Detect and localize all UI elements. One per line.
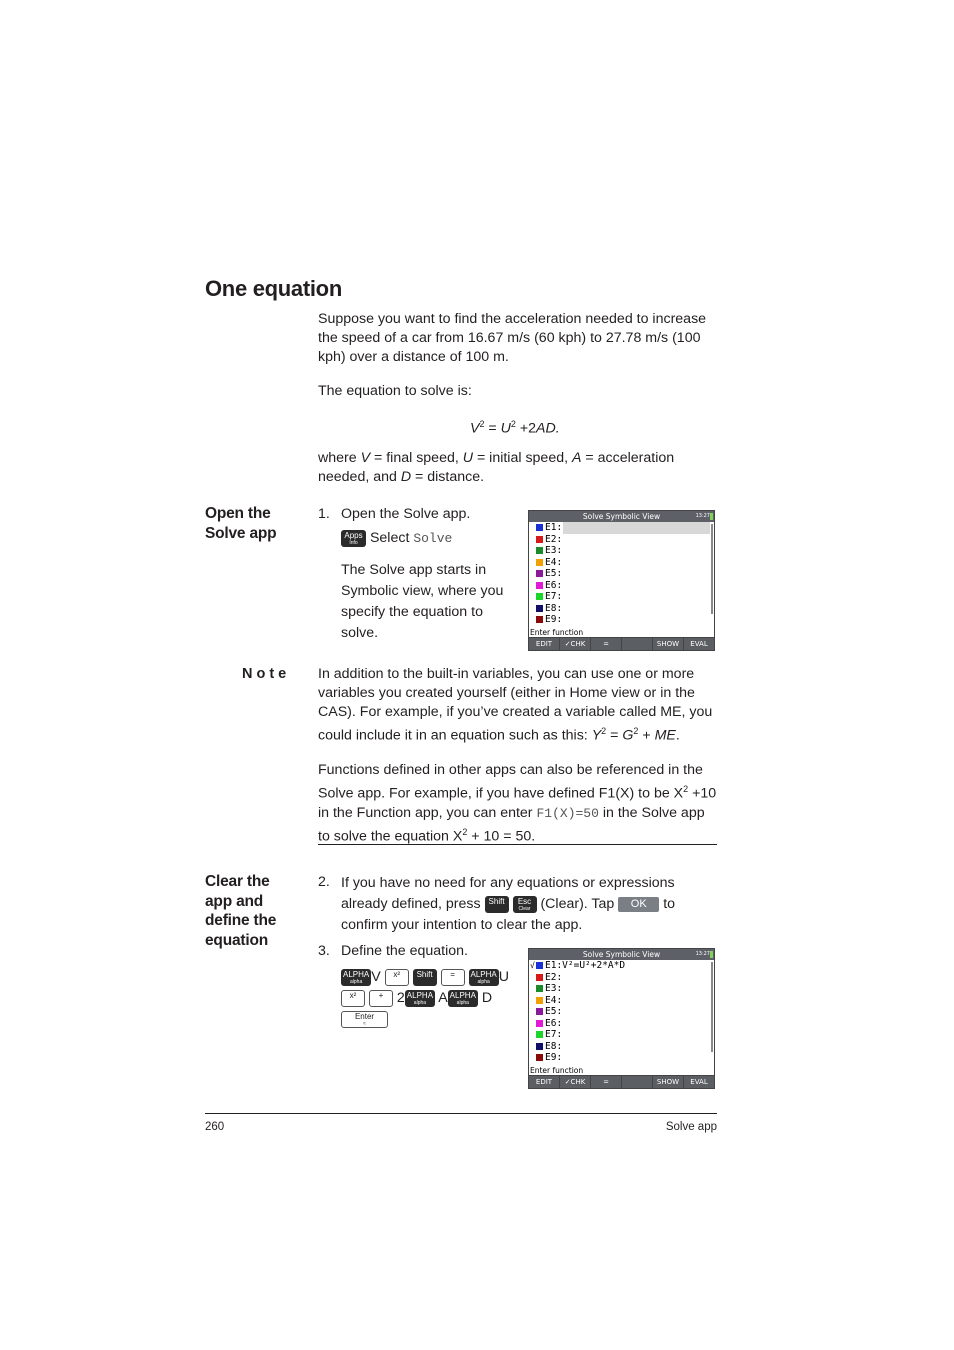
row-expression: V²=U²+2*A*D [562,960,626,971]
side-heading-clear: Clear the app and define the equation [205,873,277,949]
equation-row[interactable] [529,1029,714,1041]
equation-row[interactable] [529,522,714,534]
section-heading: One equation [205,276,342,301]
screen-title: Solve Symbolic View 13:27 [529,949,714,960]
step-2-text: If you have no need for any equations or expressions already defined, press Shift Esc Clear (Clear). Tap OK to confirm your intention to clear the app. [341,875,676,933]
equation-row[interactable] [529,983,714,995]
row-label: E4: [545,556,563,568]
softkey-chk[interactable]: ✓CHK [560,638,590,650]
softkey-show[interactable]: SHOW [653,1076,683,1088]
intro-paragraph: Suppose you want to find the acceleration needed to increase the speed of a car from 16.67 m/s (60 kph) to 27.78 m/s (100 kph) over a distance of 100 m. [318,311,707,365]
scrollbar[interactable] [711,524,713,614]
square-key-2[interactable]: x² [341,990,365,1007]
equation: $V^2 = U^2 +2AD$. [470,419,560,437]
alpha-key-4[interactable]: ALPHA alpha [449,990,476,1006]
softkey-edit[interactable]: EDIT [529,1076,559,1088]
variable-definitions: where V = final speed, U = initial speed, A = acceleration needed, and D = distance. [318,450,675,485]
color-swatch [536,1008,543,1015]
screen-title: Solve Symbolic View 13:27 [529,511,714,522]
footer-section: Solve app [665,1121,717,1133]
equation-row[interactable] [529,995,714,1007]
screen-hint: Enter function [530,1066,584,1075]
calculator-screen-2 [528,948,715,1089]
row-label: E3: [545,545,563,556]
step-3-number: 3. [318,943,330,959]
row-label: E7: [545,591,563,602]
color-swatch [536,985,543,992]
row-label: E8: [545,1040,563,1052]
calculator-screen-1 [528,510,715,651]
equation-row[interactable] [529,534,714,546]
alpha-key[interactable]: ALPHA alpha [343,969,370,985]
alpha-key-2[interactable]: ALPHA alpha [470,969,497,985]
note-label: Note [242,666,291,682]
equation-row[interactable] [529,1006,714,1018]
screen-hint: Enter function [530,628,584,637]
shift-key-2[interactable]: Shift [413,969,437,986]
equation-row[interactable] [529,614,714,626]
esc-clear-key[interactable]: Esc Clear [513,896,537,913]
color-swatch [536,570,543,577]
step-1-text: Open the Solve app. [341,506,471,522]
row-label: E1: [545,522,563,533]
row-label: E4: [545,994,563,1006]
row-label: E5: [545,568,563,579]
equation-row[interactable] [529,568,714,580]
equation-row[interactable] [529,591,714,603]
color-swatch [536,1054,543,1061]
softkey-edit[interactable]: EDIT [529,638,559,650]
key-sequence: ALPHA alpha V x² Shift = ALPHA alpha U x² + 2 ALPHA alpha A ALPHA alpha D Enter ≈ [343,969,509,1027]
row-label: E1: [545,960,563,971]
page-number: 260 [205,1121,225,1133]
row-label: E2: [545,971,563,983]
scrollbar[interactable] [711,962,713,1052]
equation-row[interactable] [529,557,714,569]
equals-key[interactable]: = [441,969,465,986]
row-label: E6: [545,1017,563,1029]
color-swatch [536,1031,543,1038]
note-paragraph-1: In addition to the built-in variables, you can use one or more variables you created yourself (either in Home view or in the CAS). For example, if you’ve created a variable called ME, you could include it in an equation such as this: $Y^2 = G^2$ + ME. [318,666,713,744]
enter-key[interactable]: Enter ≈ [341,1011,388,1028]
row-label: E3: [545,983,563,994]
note-divider [318,844,717,845]
row-label: E9: [545,1052,563,1063]
color-swatch [536,962,543,969]
equation-row[interactable] [529,972,714,984]
softkey-eval[interactable]: EVAL [684,638,714,650]
row-label: E9: [545,614,563,625]
shift-key[interactable]: Shift [485,896,509,913]
softkey-equals[interactable]: = [591,638,621,650]
step-3-text: Define the equation. [341,943,468,959]
equation-lead: The equation to solve is: [318,383,472,399]
equation-row[interactable] [529,1052,714,1064]
color-swatch [536,616,543,623]
color-swatch [536,536,543,543]
softkey-equals[interactable]: = [591,1076,621,1088]
color-swatch [536,593,543,600]
row-label: E8: [545,602,563,614]
square-key[interactable]: x² [385,969,409,986]
softkey-blank[interactable] [622,1076,652,1088]
footer-divider [205,1113,717,1114]
alpha-key-3[interactable]: ALPHA alpha [406,990,434,1006]
equation-row[interactable] [529,1018,714,1030]
apps-key[interactable]: Apps Info [341,530,366,547]
equation-row[interactable] [529,603,714,615]
color-swatch [536,997,543,1004]
color-swatch [536,1043,543,1050]
row-label: E2: [545,533,563,545]
softkey-blank[interactable] [622,638,652,650]
step-1-number: 1. [318,506,330,522]
color-swatch [536,1020,543,1027]
equation-row[interactable] [529,580,714,592]
step-1-keys: Apps Info Select Solve [341,529,452,548]
color-swatch [536,547,543,554]
step-2-number: 2. [318,874,330,890]
plus-key[interactable]: + [369,990,393,1007]
equation-row[interactable] [529,1041,714,1053]
color-swatch [536,524,543,531]
softkey-eval[interactable]: EVAL [684,1076,714,1088]
color-swatch [536,559,543,566]
equation-row[interactable] [529,960,714,972]
row-label: E7: [545,1029,563,1040]
row-label: E6: [545,579,563,591]
side-heading-open: Open the Solve app [205,505,277,542]
row-label: E5: [545,1006,563,1017]
softkey-show[interactable]: SHOW [653,638,683,650]
note-paragraph-2: Functions defined in other apps can also be referenced in the Solve app. For example, if you have defined F1(X) to be $X^2 +10$ in the Function app, you can enter F1(X)=50 in the Solve app to solve the equation $X^2 + 10 = 50$. [318,762,717,845]
menu-item-solve: Solve [413,531,453,546]
color-swatch [536,974,543,981]
color-swatch [536,605,543,612]
check-mark: √ [530,961,535,970]
softkey-chk[interactable]: ✓CHK [560,1076,590,1088]
ok-button[interactable]: OK [618,897,659,912]
step-1-description: The Solve app starts in Symbolic view, where you specify the equation to solve. [341,562,504,641]
equation-row[interactable] [529,545,714,557]
color-swatch [536,582,543,589]
